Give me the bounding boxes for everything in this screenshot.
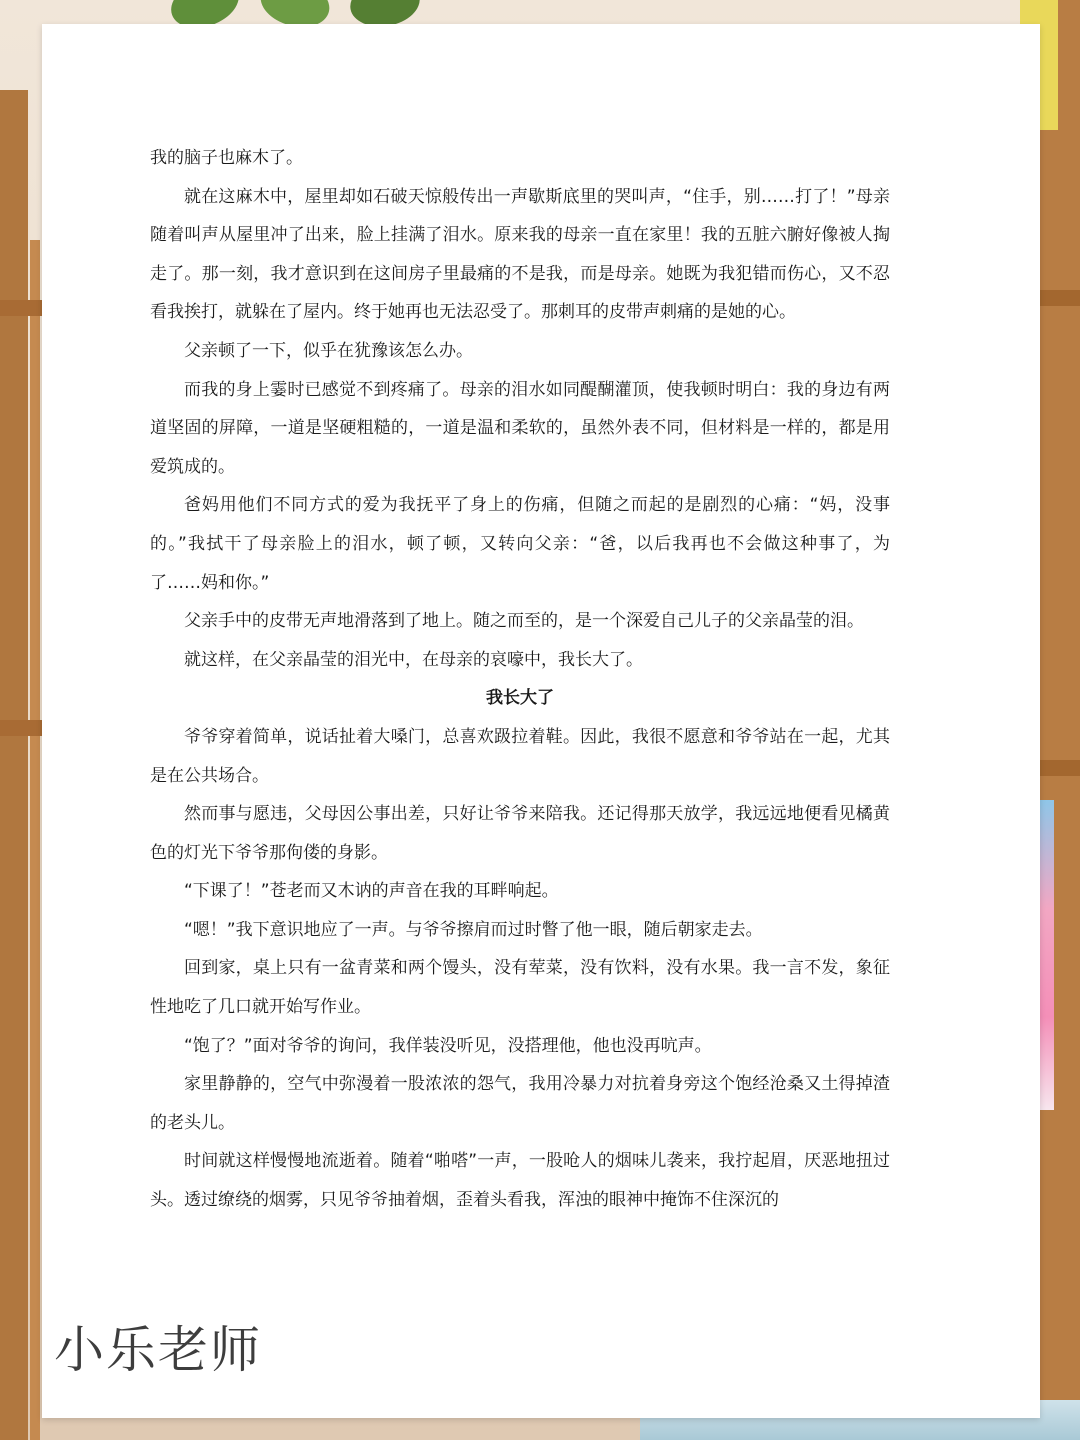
section-title: 我长大了 <box>486 688 554 709</box>
document-body <box>150 139 890 1220</box>
paragraph: 回到家，桌上只有一盆青菜和两个馒头，没有荤菜，没有饮料，没有水果。我一言不发，象征性地吃了几口就开始写作业。 <box>150 958 890 1018</box>
paragraph: “下课了！”苍老而又木讷的声音在我的耳畔响起。 <box>184 881 559 902</box>
paragraph: 而我的身上霎时已感觉不到疼痛了。母亲的泪水如同醍醐灌顶，使我顿时明白：我的身边有两道坚固的屏障，一道是坚硬粗糙的，一道是温和柔软的，虽然外表不同，但材料是一样的，都是用爱筑成的。 <box>150 379 890 477</box>
author-watermark: 小乐老师 <box>54 1321 262 1379</box>
paragraph: 就这样，在父亲晶莹的泪光中，在母亲的哀嚎中，我长大了。 <box>184 649 643 670</box>
paragraph: “饱了？”面对爷爷的询问，我佯装没听见，没搭理他，他也没再吭声。 <box>184 1035 712 1056</box>
paragraph: 时间就这样慢慢地流逝着。随着“啪嗒”一声，一股呛人的烟味儿袭来，我拧起眉，厌恶地扭过头。透过缭绕的烟雾，只见爷爷抽着烟，歪着头看我，浑浊的眼神中掩饰不住深沉的 <box>150 1151 890 1211</box>
bookshelf-left-board <box>0 300 44 316</box>
paragraph: 父亲顿了一下，似乎在犹豫该怎么办。 <box>184 340 473 361</box>
paragraph: 爷爷穿着简单，说话扯着大嗓门，总喜欢趿拉着鞋。因此，我很不愿意和爷爷站在一起，尤其是在公共场合。 <box>150 726 890 786</box>
paragraph: 就在这麻木中，屋里却如石破天惊般传出一声歇斯底里的哭叫声，“住手，别……打了！”母亲随着叫声从屋里冲了出来，脸上挂满了泪水。原来我的母亲一直在家里！我的五脏六腑好像被人掏走了。那一刻，我才意识到在这间房子里最痛的不是我，而是母亲。她既为我犯错而伤心，又不忍看我挨打，就躲在了屋内。终于她再也无法忍受了。那刺耳的皮带声刺痛的是她的心。 <box>150 186 890 323</box>
bookshelf-right-post <box>1040 0 1080 1440</box>
plant-decoration <box>150 0 450 26</box>
paragraph: 爸妈用他们不同方式的爱为我抚平了身上的伤痛，但随之而起的是剧烈的心痛：“妈，没事的。”我拭干了母亲脸上的泪水，顿了顿，又转向父亲：“爸，以后我再也不会做这种事了，为了……妈和你。” <box>150 495 890 593</box>
bookshelf-right-board <box>1036 290 1080 306</box>
paragraph: 然而事与愿违，父母因公事出差，只好让爷爷来陪我。还记得那天放学，我远远地便看见橘黄色的灯光下爷爷那佝偻的身影。 <box>150 804 890 863</box>
paragraph: 我的脑子也麻木了。 <box>150 148 303 168</box>
paragraph: 家里静静的，空气中弥漫着一股浓浓的怨气，我用冷暴力对抗着身旁这个饱经沧桑又土得掉渣的老头儿。 <box>150 1074 890 1133</box>
bookshelf-left-board <box>0 720 44 736</box>
bookshelf-right-board <box>1036 760 1080 776</box>
paragraph: 父亲手中的皮带无声地滑落到了地上。随之而至的，是一个深爱自己儿子的父亲晶莹的泪。 <box>184 611 864 632</box>
bookshelf-left-post <box>0 90 28 1440</box>
paragraph: “嗯！”我下意识地应了一声。与爷爷擦肩而过时瞥了他一眼，随后朝家走去。 <box>184 919 763 940</box>
bookshelf-left-rail <box>30 240 40 1440</box>
